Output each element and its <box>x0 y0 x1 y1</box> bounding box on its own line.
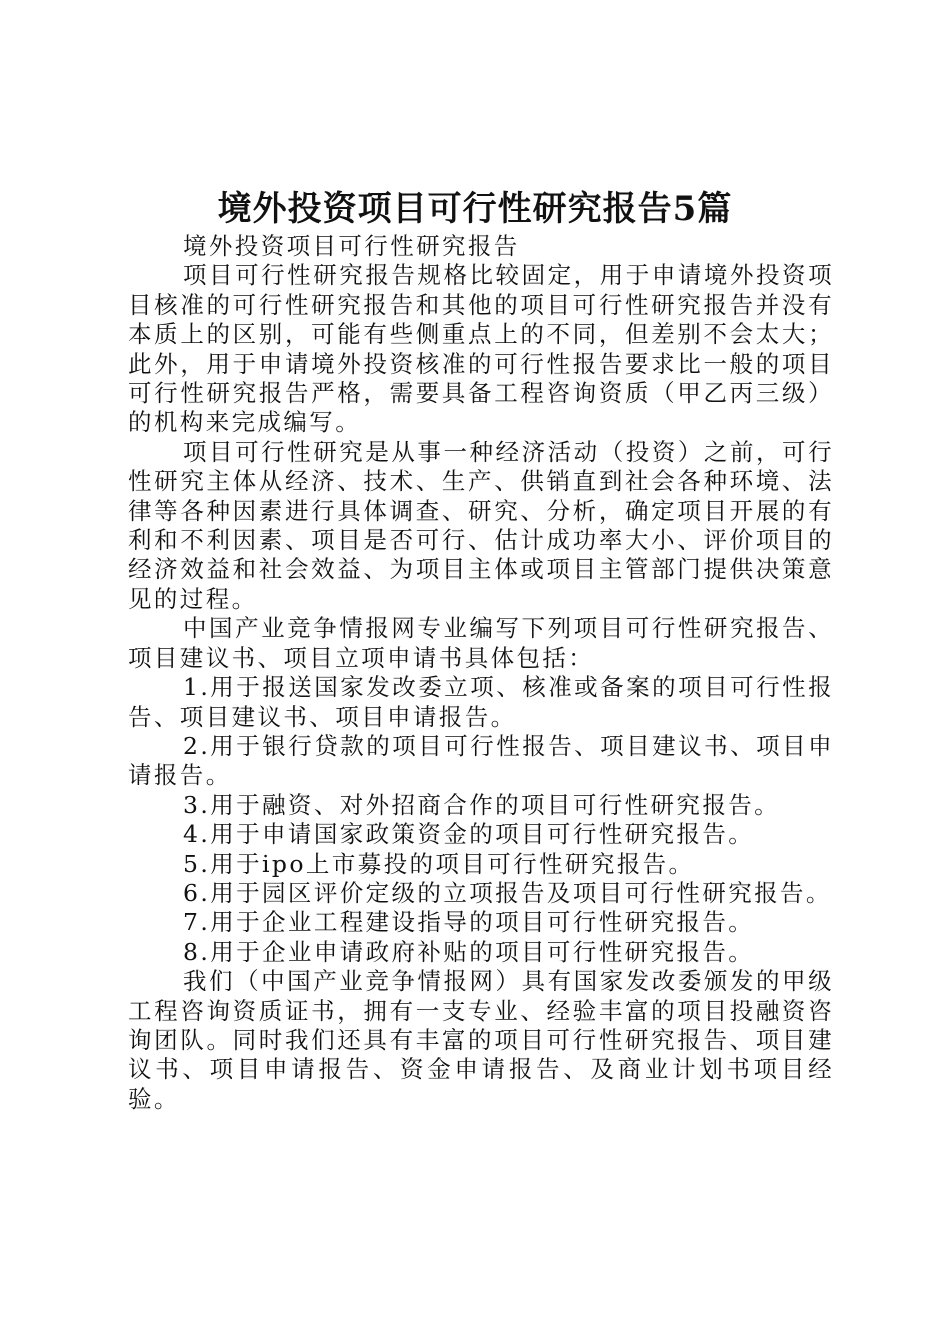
list-item-5: 5.用于ipo上市募投的项目可行性研究报告。 <box>183 849 695 878</box>
document-body <box>128 232 834 1114</box>
paragraph-services: 中国产业竞争情报网专业编写下列项目可行性研究报告、项目建议书、项目立项申请书具体包括： <box>128 614 834 672</box>
list-item-6: 6.用于园区评价定级的立项报告及项目可行性研究报告。 <box>183 878 832 907</box>
paragraph-intro: 项目可行性研究报告规格比较固定，用于申请境外投资项目核准的可行性研究报告和其他的项目可行性研究报告并没有本质上的区别，可能有些侧重点上的不同，但差别不会太大；此外，用于申请境外投资核准的可行性报告要求比一般的项目可行性研究报告严格，需要具备工程咨询资质（甲乙丙三级）的机构来完成编写。 <box>128 261 834 437</box>
list-item-4: 4.用于申请国家政策资金的项目可行性研究报告。 <box>183 820 755 849</box>
paragraph-about-us: 我们（中国产业竞争情报网）具有国家发改委颁发的甲级工程咨询资质证书，拥有一支专业、经验丰富的项目投融资咨询团队。同时我们还具有丰富的项目可行性研究报告、项目建议书、项目申请报告、资金申请报告、及商业计划书项目经验。 <box>128 967 834 1113</box>
document-title: 境外投资项目可行性研究报告5篇 <box>217 189 733 229</box>
list-item-2: 2.用于银行贷款的项目可行性报告、项目建议书、项目申请报告。 <box>128 731 834 790</box>
paragraph-subtitle: 境外投资项目可行性研究报告 <box>183 232 520 260</box>
list-item-7: 7.用于企业工程建设指导的项目可行性研究报告。 <box>183 908 755 937</box>
list-item-1: 1.用于报送国家发改委立项、核准或备案的项目可行性报告、项目建议书、项目申请报告。 <box>128 673 834 731</box>
list-item-8: 8.用于企业申请政府补贴的项目可行性研究报告。 <box>183 937 755 966</box>
list-item-3: 3.用于融资、对外招商合作的项目可行性研究报告。 <box>183 790 781 819</box>
paragraph-definition: 项目可行性研究是从事一种经济活动（投资）之前，可行性研究主体从经济、技术、生产、供销直到社会各种环境、法律等各种因素进行具体调查、研究、分析，确定项目开展的有利和不利因素、项目是否可行、估计成功率大小、评价项目的经济效益和社会效益、为项目主体或项目主管部门提供决策意见的过程。 <box>128 437 834 613</box>
